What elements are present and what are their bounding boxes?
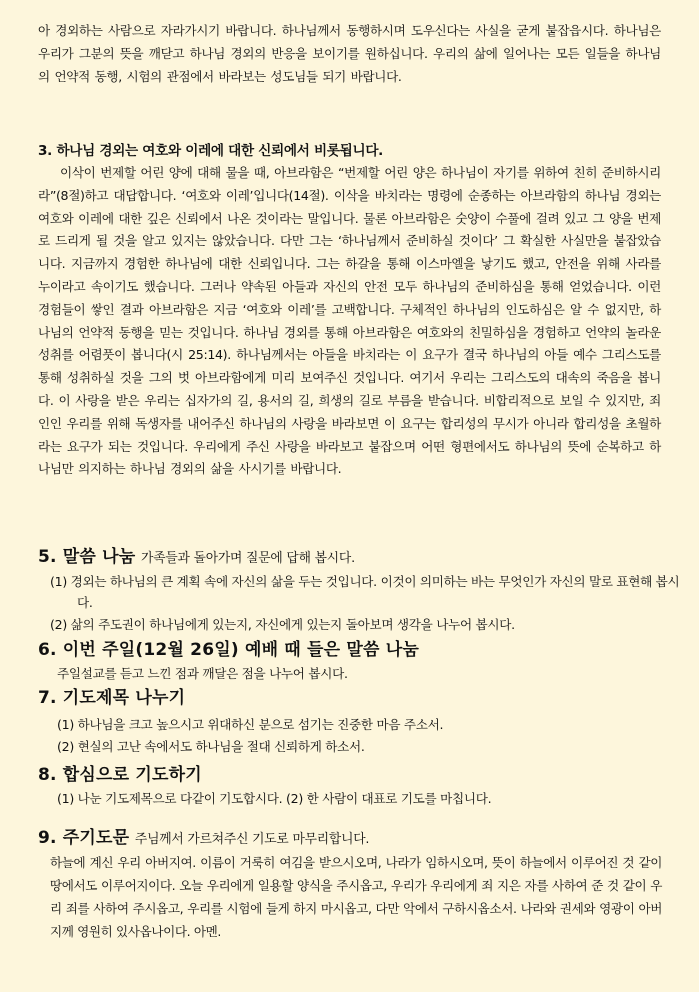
section-6-title: 6. 이번 주일(12월 26일) 예배 때 들은 말씀 나눔 [38, 640, 420, 660]
intro-paragraph: 아 경외하는 사람으로 자라가시기 바랍니다. 하나님께서 동행하시며 도우신다는 사실을 굳게 붙잡읍시다. 하나님은 우리가 그분의 뜻을 깨닫고 하나님 경외의 반응을 보이기를 원하십니다. 우리의 삶에 일어나는 모든 일들을 하나님의 언약적 동행, 시험의 관점에서 바라보는 성도님들 되기 바랍니다. [38, 23, 661, 84]
section-6-body: 주일설교를 듣고 느낀 점과 깨달은 점을 나누어 봅시다. [57, 666, 348, 681]
section-8-title: 8. 합심으로 기도하기 [38, 765, 202, 785]
section-9-title: 9. 주기도문 [38, 828, 130, 848]
section-5-subtitle: 가족들과 돌아가며 질문에 답해 봅시다. [141, 551, 355, 566]
section-8-body: (1) 나눈 기도제목으로 다같이 기도합시다. (2) 한 사람이 대표로 기도를 마칩니다. [57, 791, 492, 806]
section-7-heading [38, 686, 661, 710]
section-7-item-1: (1) 하나님을 크고 높으시고 위대하신 분으로 섬기는 진중한 마음 주소서. [57, 717, 444, 732]
section-6-heading [38, 638, 661, 662]
lords-prayer-text: 하늘에 계신 우리 아버지여. 이름이 거룩히 여김을 받으시오며, 나라가 임하시오며, 뜻이 하늘에서 이루어진 것 같이 땅에서도 이루어지이다. 오늘 우리에게 일용할 양식을 주시옵고, 우리가 우리에게 죄 지은 자를 사하여 준 것 같이 우리 죄를 사하여 주시옵고, 우리를 시험에 들게 하지 마시옵고, 다만 악에서 구하시옵소서. 나라와 권세와 영광이 아버지께 영원히 있사옵나이다. 아멘. [50, 855, 662, 939]
section-3-body: 이삭이 번제할 어린 양에 대해 물을 때, 아브라함은 “번제할 어린 양은 하나님이 자기를 위하여 친히 준비하시리라”(8절)하고 대답합니다. ‘여호와 이레’입니다(14절). 이삭을 바치라는 명령에 순종하는 아브라함의 하나님 경외는 여호와 이레에 대한 깊은 신뢰에서 나온 것이라는 말입니다. 물론 아브라함은 숫양이 수풀에 걸려 있고 그 양을 번제로 드리게 될 것을 알고 있지는 않았습니다. 다만 그는 ‘하나님께서 준비하실 것이다’ 그 확실한 사실만을 붙잡았습니다. 지금까지 경험한 하나님에 대한 신뢰입니다. 그는 하갈을 통해 이스마엘을 낳기도 했고, 안전을 위해 사라를 누이라고 속이기도 했습니다. 그러나 약속된 아들과 자신의 안전 모두 하나님의 준비하심을 통해 얻었습니다. 이런 경험들이 쌓인 결과 아브라함은 지금 ‘여호와 이레’를 고백합니다. 구체적인 하나님의 인도하심은 알 수 없지만, 하나님의 언약적 동행을 믿는 것입니다. 하나님 경외를 통해 아브라함은 여호와의 친밀하심을 경험하고 언약의 놀라운 성취를 어렴풋이 봅니다(시 25:14). 하나님께서는 아들을 바치라는 이 요구가 결국 하나님의 아들 예수 그리스도를 통해 성취하실 것을 그의 벗 아브라함에게 미리 보여주신 것입니다. 여기서 우리는 그리스도의 대속의 죽음을 봅니다. 이 사랑을 받은 우리는 십자가의 길, 용서의 길, 희생의 길로 부름을 받습니다. 비합리적으로 보일 수 있지만, 죄인인 우리를 위해 독생자를 내어주신 하나님의 사랑을 바라보면 이 요구는 합리성의 무시가 아니라 합리성을 초월하라는 요구가 되는 것입니다. 우리에게 주신 사랑을 바라보고 붙잡으며 어떤 형편에서도 하나님의 뜻에 순복하고 하나님만 의지하는 하나님 경외의 삶을 사시기를 바랍니다. [38, 165, 661, 477]
section-5-title: 5. 말씀 나눔 [38, 547, 136, 567]
section-5-item-2: (2) 삶의 주도권이 하나님에게 있는지, 자신에게 있는지 돌아보며 생각을 나누어 봅시다. [50, 617, 515, 632]
section-5-heading [38, 545, 661, 571]
section-8-heading [38, 763, 661, 787]
section-7-item-2: (2) 현실의 고난 속에서도 하나님을 절대 신뢰하게 하소서. [57, 739, 365, 754]
section-7-title: 7. 기도제목 나누기 [38, 688, 186, 708]
section-3-heading: 3. 하나님 경외는 여호와 이레에 대한 신뢰에서 비롯됩니다. [38, 143, 384, 159]
section-5-item-1: (1) 경외는 하나님의 큰 계획 속에 자신의 삶을 두는 것입니다. 이것이 의미하는 바는 무엇인가 자신의 말로 표현해 봅시다. [50, 574, 680, 610]
section-9-heading [38, 826, 661, 852]
section-9-subtitle: 주님께서 가르쳐주신 기도로 마무리합니다. [134, 832, 370, 847]
